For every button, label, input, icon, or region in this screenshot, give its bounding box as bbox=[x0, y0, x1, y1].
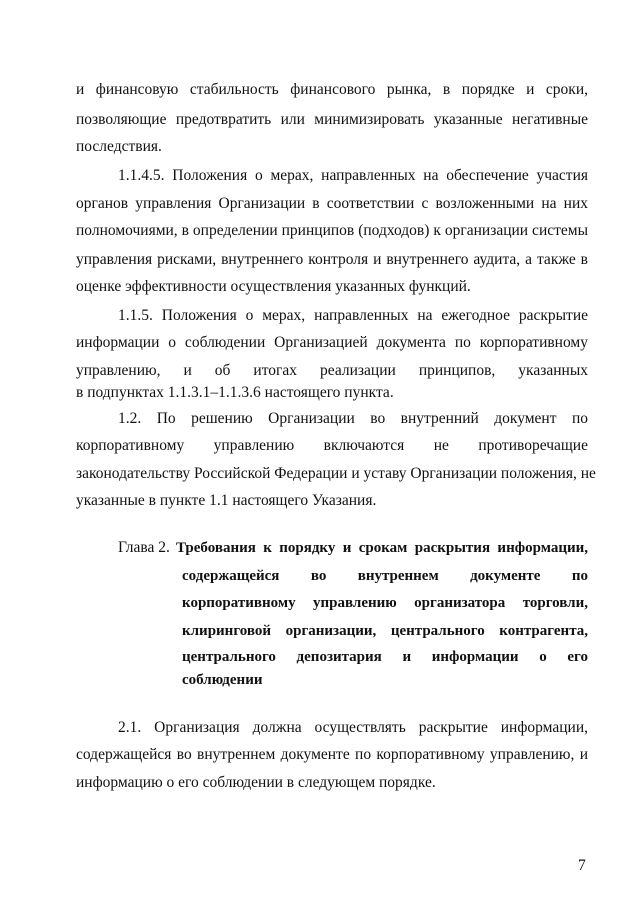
paragraph-line: 1.1.5. Положения о мерах, направленных на ежегодное раскрытие bbox=[118, 307, 588, 324]
paragraph-line: полномочиями, в определении принципов (подходов) к организации системы bbox=[76, 222, 588, 239]
paragraph-line: 1.1.4.5. Положения о мерах, направленных на обеспечение участия bbox=[118, 167, 588, 184]
chapter-title-line: содержащейся во внутреннем документе по bbox=[182, 568, 588, 584]
paragraph-line: управлению, и об итогах реализации принципов, указанных bbox=[76, 362, 588, 379]
paragraph-line: содержащейся во внутреннем документе по корпоративному управлению, и bbox=[76, 746, 588, 763]
chapter-label: Глава 2. bbox=[118, 539, 170, 556]
paragraph-line: в подпунктах 1.1.3.1–1.1.3.6 настоящего пункта. bbox=[76, 384, 394, 401]
chapter-title-line: Требования к порядку и срокам раскрытия информации, bbox=[176, 540, 588, 556]
paragraph-line: органов управления Организации в соответствии с возложенными на них bbox=[76, 195, 588, 212]
paragraph-line: управления рисками, внутреннего контроля и внутреннего аудита, а также в bbox=[76, 251, 588, 268]
paragraph-line: позволяющие предотвратить или минимизировать указанные негативные bbox=[76, 111, 588, 128]
page-number: 7 bbox=[578, 857, 586, 874]
paragraph-line: информации о соблюдении Организацией документа по корпоративному bbox=[76, 334, 588, 351]
paragraph-line: 2.1. Организация должна осуществлять раскрытие информации, bbox=[118, 719, 588, 736]
paragraph-line: и финансовую стабильность финансового рынка, в порядке и сроки, bbox=[76, 81, 588, 98]
paragraph-line: законодательству Российской Федерации и уставу Организации положения, не bbox=[76, 465, 596, 482]
paragraph-line: корпоративному управлению включаются не противоречащие bbox=[76, 437, 588, 454]
paragraph-line: оценке эффективности осуществления указанных функций. bbox=[76, 278, 471, 295]
chapter-title-line: центрального депозитария и информации о его bbox=[182, 649, 588, 665]
chapter-title-line: соблюдении bbox=[182, 672, 263, 688]
paragraph-line: 1.2. По решению Организации во внутренний документ по bbox=[118, 410, 588, 427]
paragraph-line: последствия. bbox=[76, 138, 162, 155]
paragraph-line: указанные в пункте 1.1 настоящего Указания. bbox=[76, 492, 377, 509]
chapter-title-line: корпоративному управлению организатора торговли, bbox=[182, 595, 588, 611]
chapter-title-line: клиринговой организации, центрального контрагента, bbox=[182, 623, 588, 639]
paragraph-line: информацию о его соблюдении в следующем порядке. bbox=[76, 774, 436, 791]
